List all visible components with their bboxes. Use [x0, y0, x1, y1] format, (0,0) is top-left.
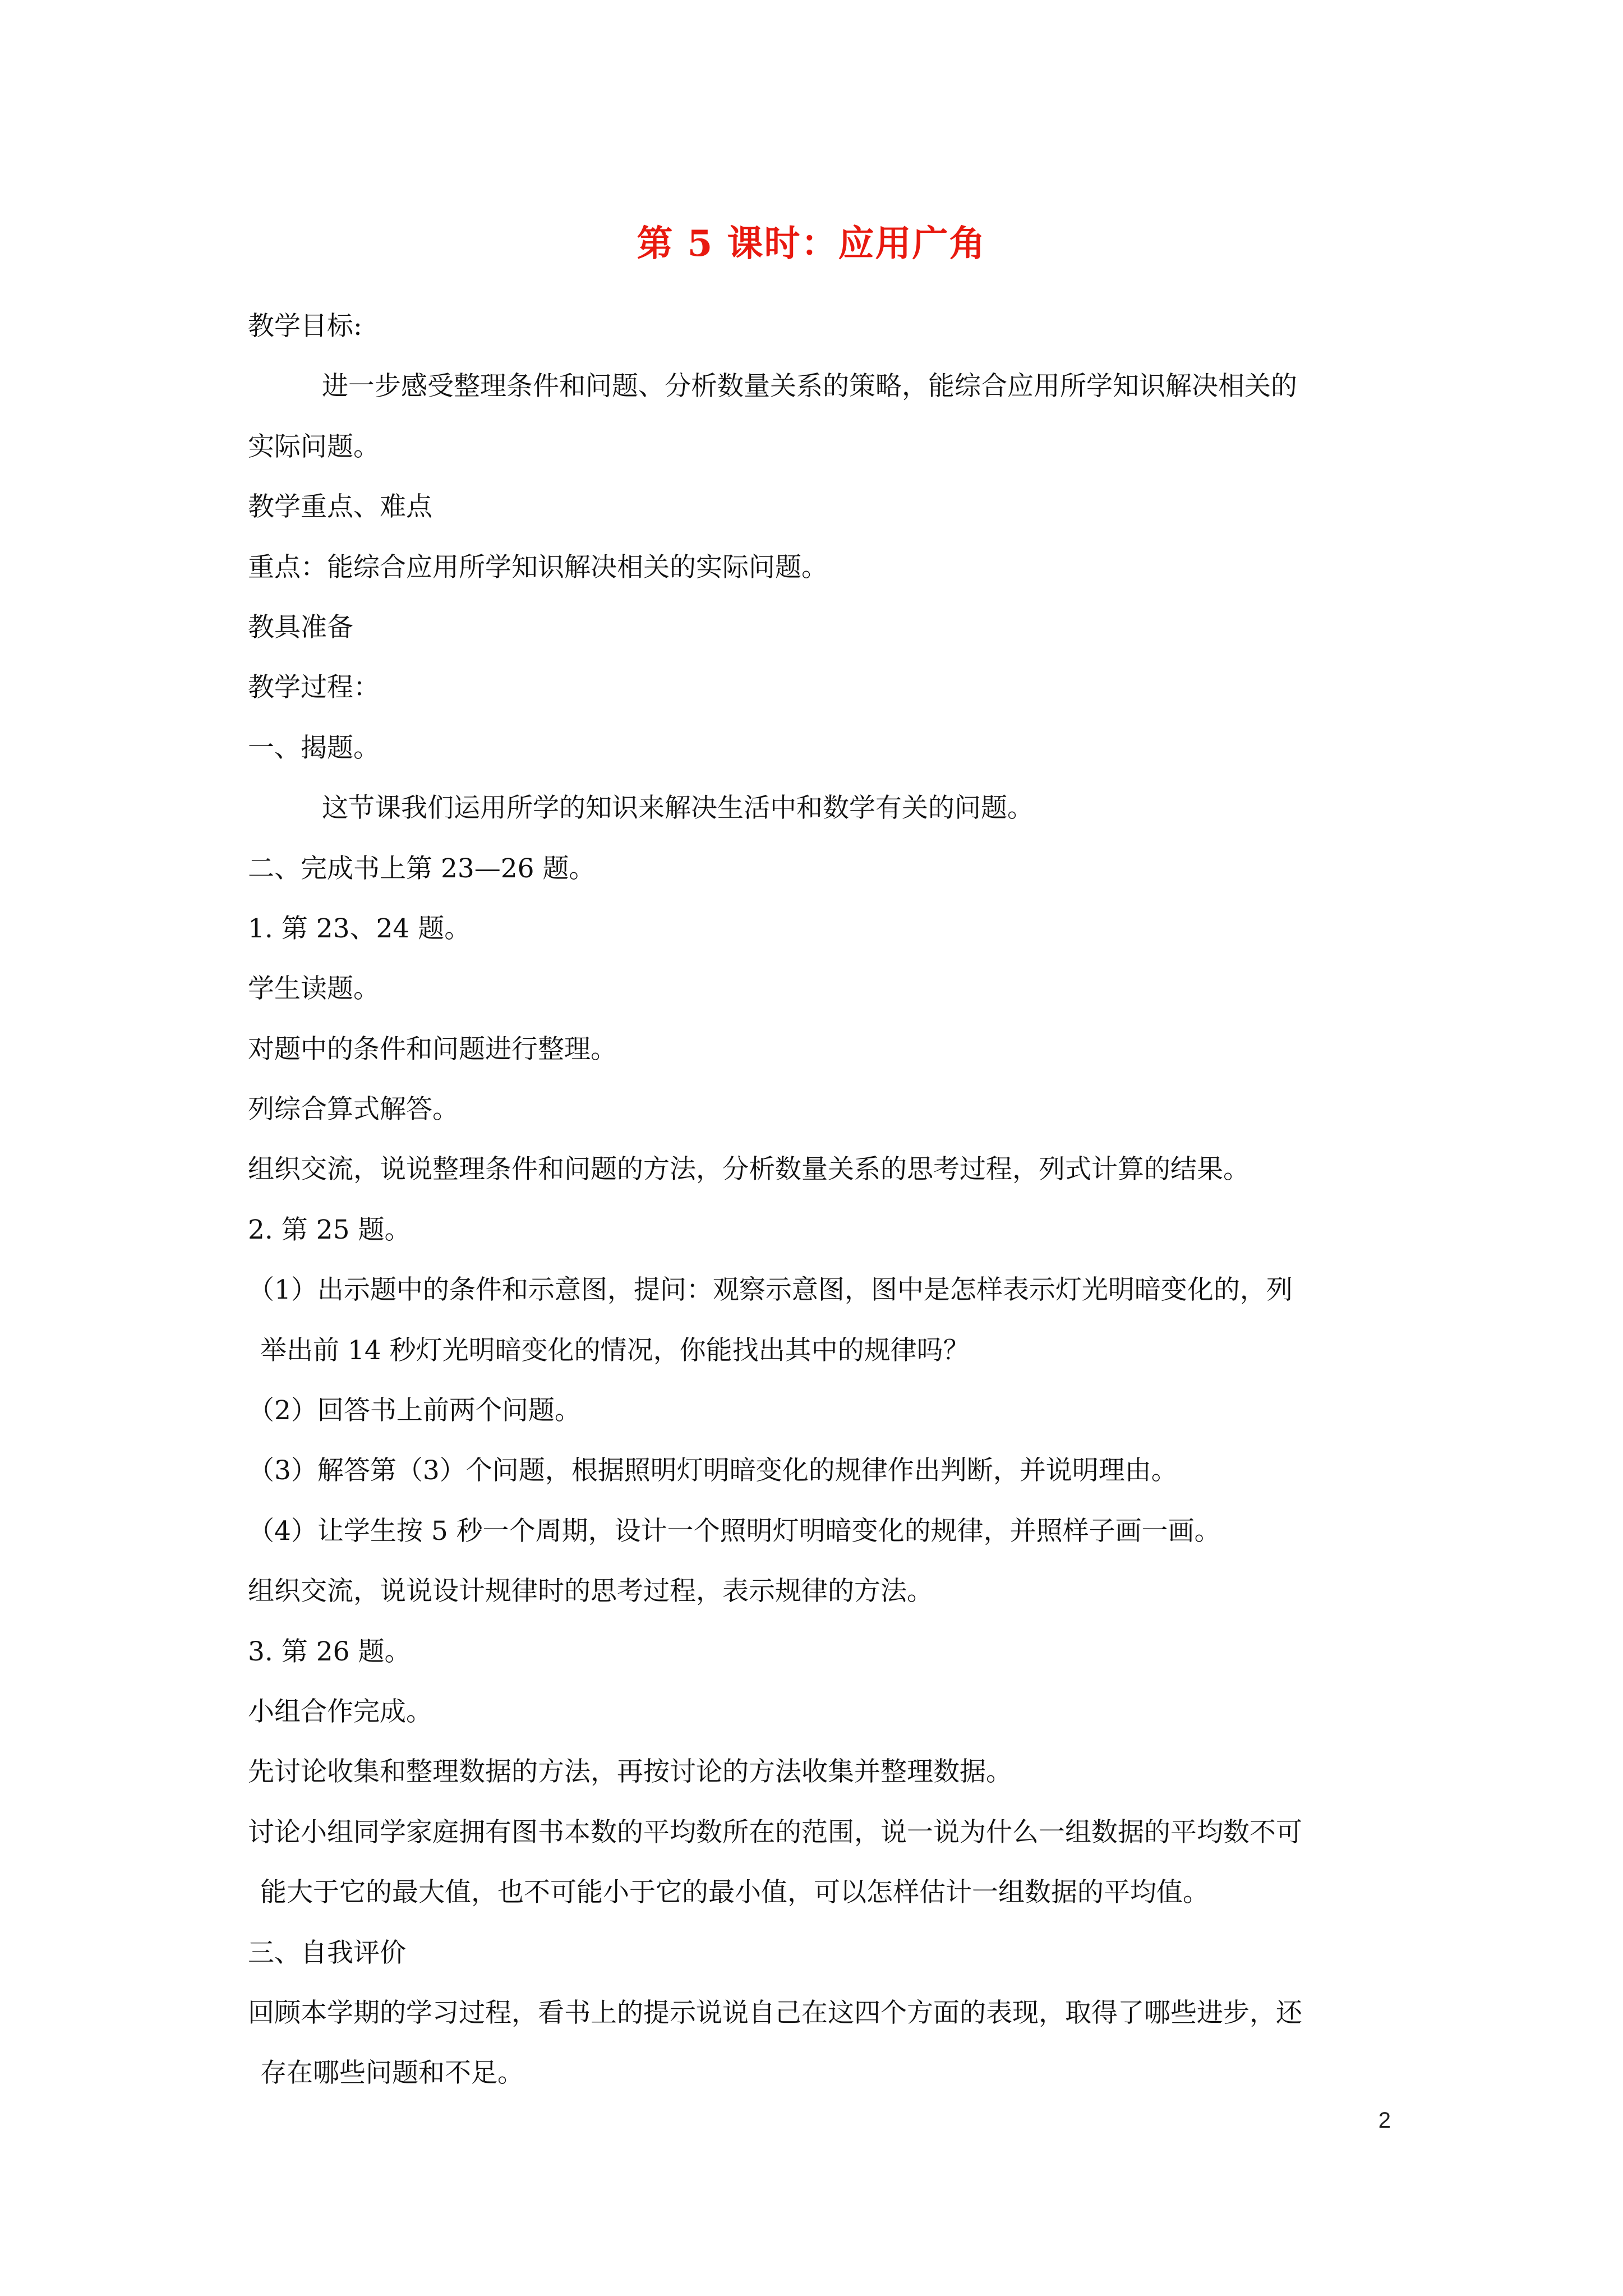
lesson-title: 第 5 课时：应用广角	[637, 223, 986, 265]
item-two-step-4: （4）让学生按 5 秒一个周期，设计一个照明灯明暗变化的规律，并照样子画一画。	[248, 1515, 1221, 1547]
section-one-text: 这节课我们运用所学的知识来解决生活中和数学有关的问题。	[322, 793, 1034, 824]
item-three-step: 先讨论收集和整理数据的方法，再按讨论的方法收集并整理数据。	[248, 1756, 1012, 1788]
heading-objectives: 教学目标:	[248, 311, 362, 342]
section-three-text: 回顾本学期的学习过程，看书上的提示说说自己在这四个方面的表现，取得了哪些进步，还	[248, 1997, 1302, 2028]
item-two-step-3: （3）解答第（3）个问题，根据照明灯明暗变化的规律作出判断，并说明理由。	[248, 1455, 1178, 1487]
heading-key-points: 教学重点、难点	[248, 491, 432, 523]
section-one-heading: 一、揭题。	[248, 732, 380, 763]
objective-text: 进一步感受整理条件和问题、分析数量关系的策略，能综合应用所学知识解决相关的	[322, 371, 1297, 402]
item-two-heading: 2. 第 25 题。	[248, 1214, 411, 1245]
key-point-text: 重点：能综合应用所学知识解决相关的实际问题。	[248, 551, 828, 583]
section-three-heading: 三、自我评价	[248, 1937, 406, 1968]
item-three-step-continued: 能大于它的最大值，也不可能小于它的最小值，可以怎样估计一组数据的平均值。	[260, 1877, 1209, 1908]
item-three-heading: 3. 第 26 题。	[248, 1636, 411, 1667]
heading-process: 教学过程：	[248, 672, 380, 703]
page-number: 2	[1378, 2108, 1391, 2133]
item-one-step: 列综合算式解答。	[248, 1094, 459, 1125]
lesson-body	[248, 296, 1395, 2104]
item-three-step: 小组合作完成。	[248, 1696, 432, 1727]
item-two-step-1-continued: 举出前 14 秒灯光明暗变化的情况，你能找出其中的规律吗？	[260, 1335, 970, 1366]
objective-text-continued: 实际问题。	[248, 431, 380, 462]
item-three-step: 讨论小组同学家庭拥有图书本数的平均数所在的范围，说一说为什么一组数据的平均数不可	[248, 1816, 1302, 1848]
heading-materials: 教具准备	[248, 611, 353, 643]
item-one-step: 对题中的条件和问题进行整理。	[248, 1033, 617, 1065]
item-one-heading: 1. 第 23、24 题。	[248, 913, 471, 944]
item-one-step: 学生读题。	[248, 973, 380, 1005]
section-two-heading: 二、完成书上第 23—26 题。	[248, 853, 596, 884]
item-two-step-2: （2）回答书上前两个问题。	[248, 1395, 581, 1427]
item-two-step-1: （1）出示题中的条件和示意图，提问：观察示意图，图中是怎样表示灯光明暗变化的，列	[248, 1274, 1293, 1306]
section-three-text-continued: 存在哪些问题和不足。	[260, 2058, 524, 2089]
item-two-summary: 组织交流，说说设计规律时的思考过程，表示规律的方法。	[248, 1576, 933, 1607]
item-one-step: 组织交流，说说整理条件和问题的方法，分析数量关系的思考过程，列式计算的结果。	[248, 1154, 1249, 1185]
